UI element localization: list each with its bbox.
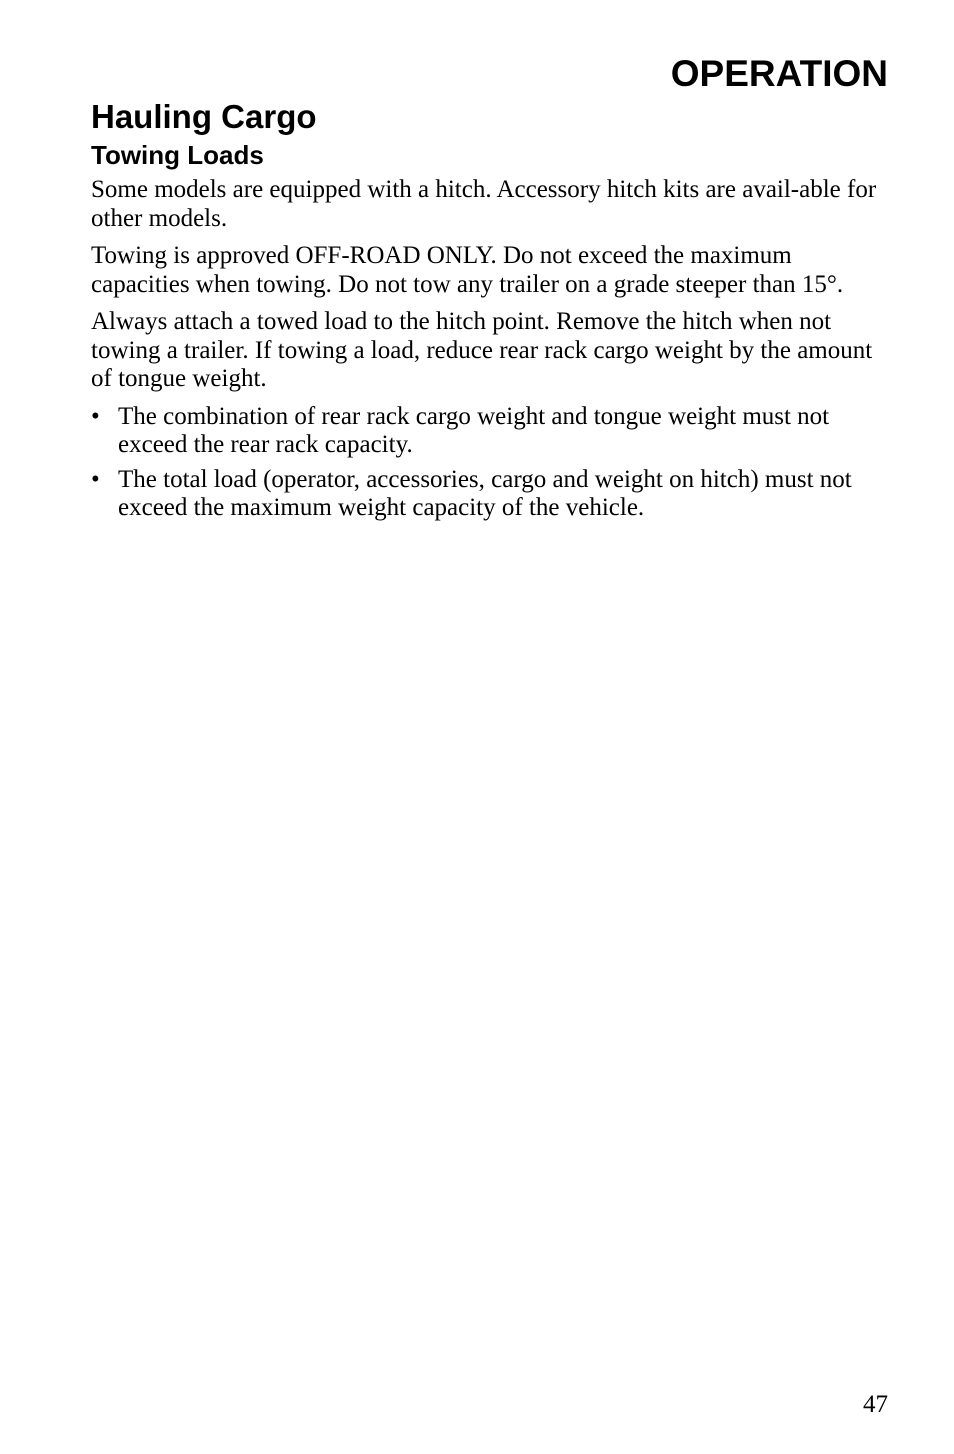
list-item-text: The total load (operator, accessories, cargo and weight on hitch) must not exceed the maximum weight capacity of the vehicle. [118, 465, 852, 521]
bullet-icon: • [91, 402, 100, 430]
section-subtitle: Towing Loads [91, 140, 264, 170]
list-item-text: The combination of rear rack cargo weight and tongue weight must not exceed the rear rack capacity. [118, 402, 830, 458]
page-number: 47 [863, 1391, 888, 1418]
page-content [91, 96, 889, 529]
section-header: OPERATION [670, 53, 888, 94]
list-item [91, 403, 889, 460]
page-title: Hauling Cargo [91, 98, 317, 135]
bullet-icon: • [91, 465, 100, 493]
list-item [91, 466, 889, 523]
paragraph-towing-approval: Towing is approved OFF-ROAD ONLY. Do not exceed the maximum capacities when towing. Do not tow any trailer on a grade steeper than 15°. [91, 242, 844, 298]
paragraph-hitch-availability: Some models are equipped with a hitch. Accessory hitch kits are avail-able for other models. [91, 176, 877, 232]
bullet-list [91, 403, 889, 523]
paragraph-hitch-attachment: Always attach a towed load to the hitch point. Remove the hitch when not towing a trailer. If towing a load, reduce rear rack cargo weight by the amount of tongue weight. [91, 308, 873, 392]
